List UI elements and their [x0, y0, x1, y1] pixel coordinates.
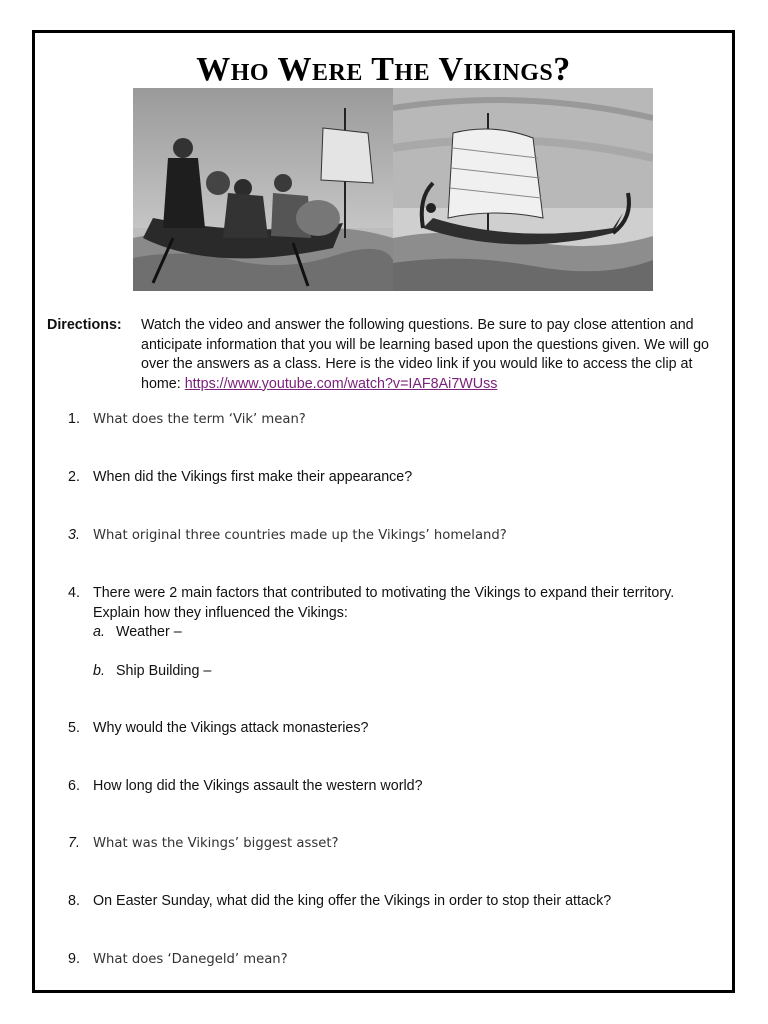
directions-label: Directions:: [47, 317, 122, 333]
viking-longship-sailing-illustration: [393, 88, 653, 291]
question-1: 1. What does the term ‘Vik’ mean?: [68, 411, 306, 427]
question-2: 2. When did the Vikings first make their appearance?: [68, 469, 413, 485]
question-6: 6. How long did the Vikings assault the western world?: [68, 778, 423, 794]
worksheet-frame: [32, 30, 735, 993]
video-link[interactable]: https://www.youtube.com/watch?v=IAF8Ai7WUss: [184, 375, 498, 392]
question-7: 7. What was the Vikings’ biggest asset?: [68, 835, 339, 851]
question-8: 8. On Easter Sunday, what did the king offer the Vikings in order to stop their attack?: [68, 893, 612, 909]
directions-block: [47, 316, 717, 394]
question-5: 5. Why would the Vikings attack monasteries?: [68, 720, 369, 736]
question-9: 9. What does ‘Danegeld’ mean?: [68, 951, 288, 967]
directions-text: Watch the video and answer the following questions. Be sure to pay close attention and anticipate information that you will be learning based upon the questions given. We will go over the answers as a class. Here is the video link if you would like to access the clip at home: https://www.youtube.com/watch?v=IAF8Ai7WUss: [141, 317, 709, 392]
question-4b: b. Ship Building –: [93, 662, 212, 679]
viking-warriors-rowboat-illustration: [133, 88, 393, 291]
question-4: 4. There were 2 main factors that contributed to motivating the Vikings to expand their territory. Explain how they influenced the Vikings: a. Weather – b. Ship Building –: [68, 584, 698, 681]
question-3: 3. What original three countries made up the Vikings’ homeland?: [68, 527, 507, 543]
question-4a: a. Weather –: [93, 624, 182, 640]
page-title: Who Were The Vikings?: [196, 51, 571, 88]
header-images: [133, 88, 653, 291]
